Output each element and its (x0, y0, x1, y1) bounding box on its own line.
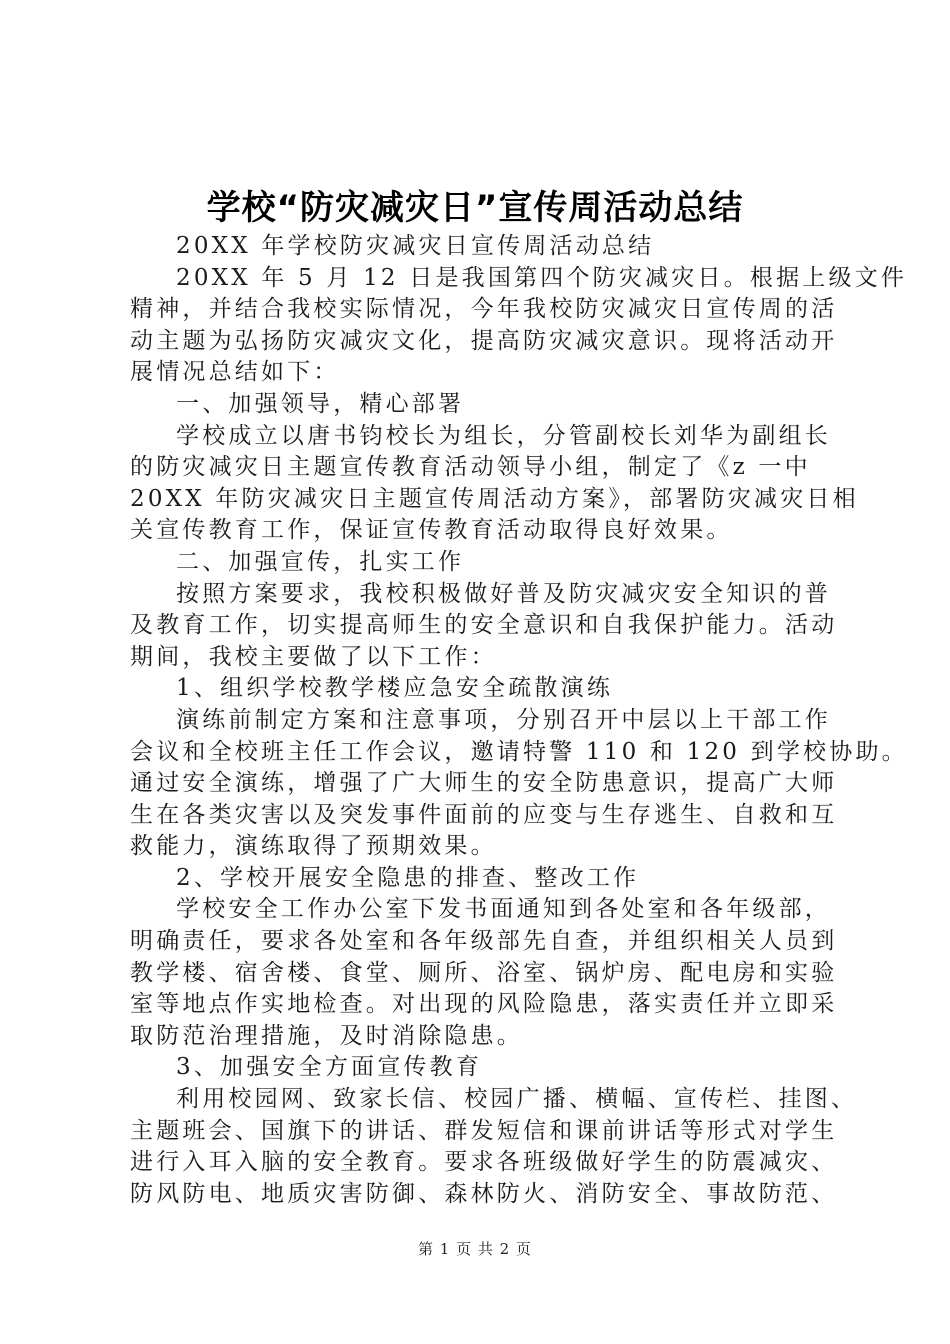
text-line: 通过安全演练，增强了广大师生的安全防患意识，提高广大师 (130, 770, 838, 797)
text-line: 生在各类灾害以及突发事件面前的应变与生存逃生、自救和互 (130, 801, 838, 828)
text-line: 取防范治理措施，及时消除隐患。 (130, 1022, 523, 1049)
text-line: 2、学校开展安全隐患的排查、整改工作 (176, 864, 640, 891)
text-line: 救能力，演练取得了预期效果。 (130, 833, 497, 860)
text-line: 3、加强安全方面宣传教育 (176, 1054, 483, 1081)
text-line: 演练前制定方案和注意事项，分别召开中层以上干部工作 (176, 706, 831, 733)
text-line: 20XX 年 5 月 12 日是我国第四个防灾减灾日。根据上级文件 (176, 264, 908, 291)
text-line: 学校成立以唐书钧校长为组长，分管副校长刘华为副组长 (176, 422, 831, 449)
text-line: 进行入耳入脑的安全教育。要求各班级做好学生的防震减灾、 (130, 1149, 838, 1176)
text-line: 的防灾减灾日主题宣传教育活动领导小组，制定了《z 一中 (130, 454, 811, 481)
document-title: 学校“防灾减灾日”宣传周活动总结 (206, 188, 744, 228)
text-line: 关宣传教育工作，保证宣传教育活动取得良好效果。 (130, 517, 733, 544)
text-line: 室等地点作实地检查。对出现的风险隐患，落实责任并立即采 (130, 991, 838, 1018)
text-line: 期间，我校主要做了以下工作： (130, 643, 497, 670)
text-line: 按照方案要求，我校积极做好普及防灾减灾安全知识的普 (176, 580, 831, 607)
text-line: 精神，并结合我校实际情况，今年我校防灾减灾日宣传周的活 (130, 296, 838, 323)
text-line: 一、加强领导，精心部署 (176, 390, 465, 417)
text-line: 主题班会、国旗下的讲话、群发短信和课前讲话等形式对学生 (130, 1117, 838, 1144)
text-line: 利用校园网、致家长信、校园广播、横幅、宣传栏、挂图、 (176, 1086, 858, 1113)
page-indicator: 第 1 页 共 2 页 (418, 1240, 532, 1258)
text-line: 20XX 年防灾减灾日主题宣传周活动方案》，部署防灾减灾日相 (130, 485, 859, 512)
text-line: 教学楼、宿舍楼、食堂、厕所、浴室、锅炉房、配电房和实验 (130, 959, 838, 986)
text-line: 学校安全工作办公室下发书面通知到各处室和各年级部， (176, 896, 831, 923)
text-line: 会议和全校班主任工作会议，邀请特警 110 和 120 到学校协助。 (130, 738, 908, 765)
text-line: 展情况总结如下： (130, 359, 340, 386)
text-line: 动主题为弘扬防灾减灾文化，提高防灾减灾意识。现将活动开 (130, 327, 838, 354)
text-line: 明确责任，要求各处室和各年级部先自查，并组织相关人员到 (130, 928, 838, 955)
document-body (130, 231, 908, 1210)
text-line: 二、加强宣传，扎实工作 (176, 548, 465, 575)
text-line: 及教育工作，切实提高师生的安全意识和自我保护能力。活动 (130, 612, 838, 639)
text-line: 防风防电、地质灾害防御、森林防火、消防安全、事故防范、 (130, 1180, 838, 1207)
text-line: 20XX 年学校防灾减灾日宣传周活动总结 (176, 233, 655, 259)
text-line: 1、组织学校教学楼应急安全疏散演练 (176, 675, 614, 702)
